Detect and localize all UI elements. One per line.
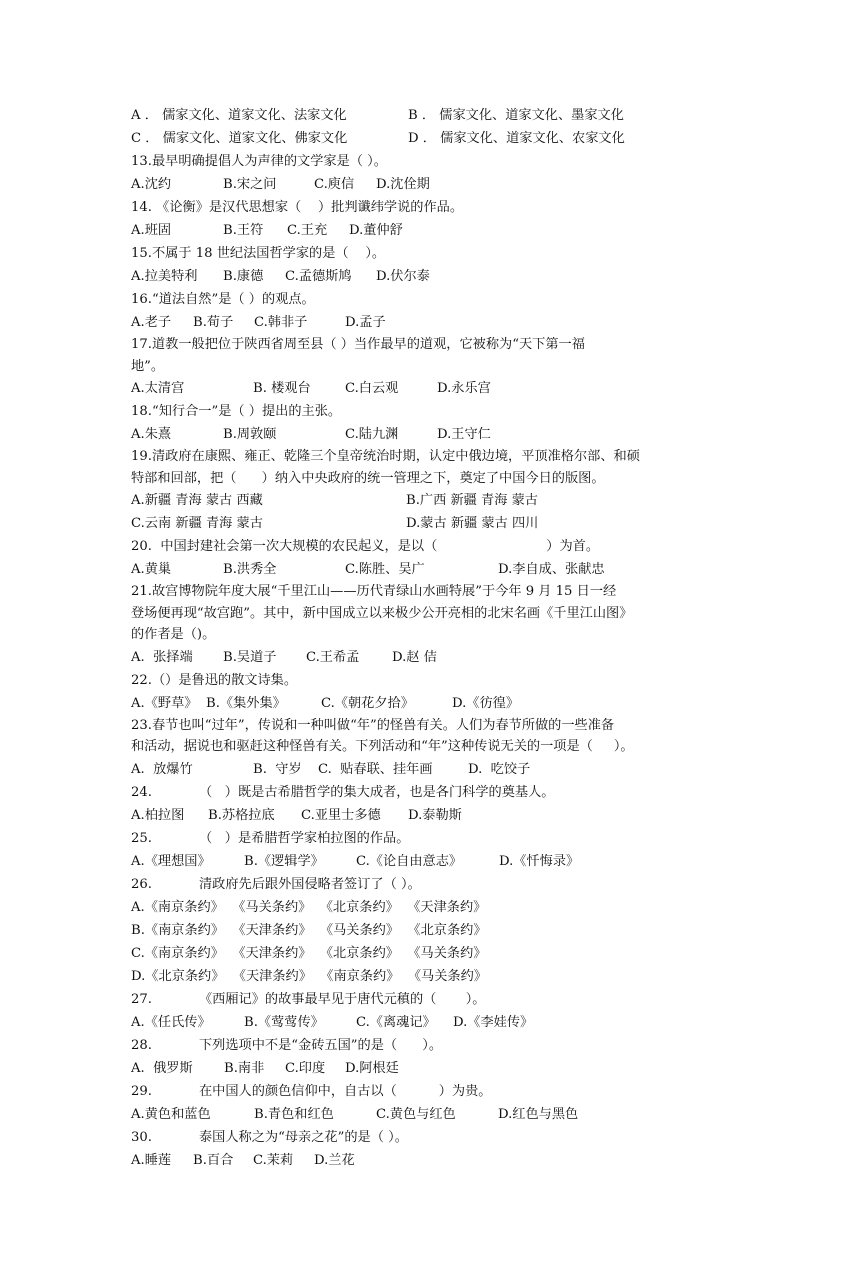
option-c: C.云南 新疆 青海 蒙古: [131, 516, 263, 531]
option-d: D.《忏悔录》: [499, 853, 580, 869]
option-a: A.黄巢: [131, 562, 172, 577]
question-19-options-row-2: [131, 512, 731, 535]
question-text: 泰国人称之为“母亲之花”的是（ ）。: [199, 1129, 408, 1145]
question-29-stem: [131, 1080, 731, 1103]
question-18-options: [131, 423, 731, 446]
question-19-stem-line-1: 19.清政府在康熙、雍正、乾隆三个皇帝统治时期，认定中俄边境，平顶准格尔部、和硕: [131, 449, 640, 464]
question-21-options: [131, 646, 731, 669]
question-22-stem: 22.（）是鲁迅的散文诗集。: [131, 672, 298, 688]
option-d: D.永乐宫: [437, 381, 491, 396]
option-a: A.黄色和蓝色: [131, 1106, 211, 1122]
question-number: 29.: [131, 1083, 152, 1099]
question-16-stem: 16.“道法自然”是（ ）的观点。: [131, 292, 315, 307]
option-a: A ． 儒家文化、道家文化、法家文化: [131, 108, 347, 123]
option-b: B ． 儒家文化、道家文化、墨家文化: [408, 108, 624, 123]
option-c: C.《离魂记》: [356, 1014, 436, 1030]
option-b: B.青色和红色: [254, 1106, 334, 1122]
option-a: A.太清宫: [131, 381, 185, 396]
option-c: C.韩非子: [254, 315, 308, 330]
question-13-stem: 13.最早明确提倡人为声律的文学家是（ ）。: [131, 154, 387, 169]
option-d: D. 吃饺子: [468, 761, 531, 777]
option-b: B.百合: [193, 1152, 234, 1168]
option-c: C.印度: [285, 1060, 326, 1076]
option-d: D.《李娃传》: [453, 1014, 534, 1030]
option-b: B.南非: [224, 1060, 265, 1076]
question-23-stem-line-2: 和活动，据说也和驱赶这种怪兽有关。下列活动和“年”这种传说无关的一项是（ ）。: [131, 739, 634, 754]
option-d: D.蒙古 新疆 蒙古 四川: [406, 516, 539, 531]
question-number: 25.: [131, 830, 152, 846]
option-c: C.茉莉: [253, 1152, 294, 1168]
option-a: A.《野草》: [131, 695, 198, 711]
question-14-stem: 14. 《论衡》是汉代思想家（ ）批判谶纬学说的作品。: [131, 200, 464, 215]
question-17-stem-line-1: 17.道教一般把位于陕西省周至县（ ）当作最早的道观，它被称为“天下第一福: [131, 337, 585, 352]
option-c: C.《论自由意志》: [356, 853, 463, 869]
question-24-stem: [131, 781, 731, 804]
question-text: （ ）既是古希腊哲学的集大成者，也是各门科学的奠基人。: [199, 784, 555, 800]
option-b: B.王符: [223, 223, 264, 238]
option-a: A. 放爆竹: [131, 761, 193, 777]
question-30-options: [131, 1149, 731, 1172]
option-b: B. 守岁: [253, 761, 302, 777]
option-a: A.拉美特利: [131, 269, 198, 284]
option-b: B.苏格拉底: [208, 807, 275, 823]
question-text: 《西厢记》的故事最早见于唐代元稹的（ ）。: [199, 991, 486, 1007]
question-28-options: [131, 1057, 731, 1080]
option-d: D.孟子: [345, 315, 386, 330]
question-20-options: [131, 558, 731, 581]
option-d: D.阿根廷: [345, 1060, 399, 1076]
option-c: C.孟德斯鸠: [285, 269, 352, 284]
question-22-options: [131, 692, 731, 715]
question-26-stem: [131, 873, 731, 896]
option-d: D.兰花: [314, 1152, 355, 1168]
question-text: 清政府先后跟外国侵略者签订了（ ）。: [199, 876, 421, 892]
question-24-options: [131, 804, 731, 827]
option-b: B.吴道子: [223, 649, 277, 665]
option-c: C.《朝花夕拾》: [321, 695, 414, 711]
question-13-options: [131, 173, 731, 196]
option-c: C.庾信: [314, 177, 355, 192]
question-23-options: [131, 758, 731, 781]
option-a: A. 俄罗斯: [131, 1060, 193, 1076]
option-d: D.李自成、张献忠: [498, 562, 605, 577]
prev-options-row-2: [131, 127, 731, 150]
question-number: 30.: [131, 1129, 152, 1145]
option-b: B. 楼观台: [253, 381, 311, 396]
option-d: D.红色与黑色: [498, 1106, 579, 1122]
option-a: A. 张择端: [131, 649, 193, 665]
option-b: B.宋之问: [223, 177, 277, 192]
option-a: A.《任氏传》: [131, 1014, 211, 1030]
question-text: 下列选项中不是“金砖五国”的是（ ）。: [199, 1037, 443, 1053]
question-26-option-b: B.《南京条约》 《天津条约》 《马关条约》 《北京条约》: [131, 922, 487, 938]
question-18-stem: 18.“知行合一”是（ ）提出的主张。: [131, 404, 342, 419]
question-25-options: [131, 850, 731, 873]
question-15-stem: 15.不属于 18 世纪法国哲学家的是（ ）。: [131, 246, 386, 261]
question-27-stem: [131, 988, 731, 1011]
option-b: B.康德: [223, 269, 264, 284]
option-c: C.白云观: [345, 381, 399, 396]
question-text: （ ）是希腊哲学家柏拉图的作品。: [199, 830, 410, 846]
option-d: D.董仲舒: [349, 223, 403, 238]
question-number: 26.: [131, 876, 152, 892]
question-17-stem-line-2: 地”。: [131, 358, 165, 374]
question-20-stem: 20. 中国封建社会第一次大规模的农民起义，是以（ ）为首。: [131, 539, 600, 554]
question-21-stem-line-3: 的作者是（)。: [131, 627, 216, 642]
question-23-stem-line-1: 23.春节也叫“过年”，传说和一种叫做“年”的怪兽有关。人们为春节所做的一些准备: [131, 717, 615, 733]
question-14-options: [131, 219, 731, 242]
option-c: C.陆九渊: [345, 427, 399, 442]
option-a: A.班固: [131, 223, 172, 238]
question-27-options: [131, 1011, 731, 1034]
option-d: D.王守仁: [437, 427, 491, 442]
option-d: D.泰勒斯: [408, 807, 462, 823]
option-d: D.《彷徨》: [452, 695, 520, 711]
question-19-stem-line-2: 特部和回部，把（ ）纳入中央政府的统一管理之下，奠定了中国今日的版图。: [131, 470, 605, 486]
option-c: C.王充: [287, 223, 328, 238]
question-text: 在中国人的颜色信仰中，自古以（ ）为贵。: [199, 1083, 492, 1099]
prev-options-row-1: [131, 104, 731, 127]
option-c: C.亚里士多德: [301, 807, 381, 823]
option-a: A.朱熹: [131, 427, 172, 442]
question-26-option-d: D.《北京条约》 《天津条约》 《南京条约》 《马关条约》: [131, 968, 487, 984]
option-d: D.沈佺期: [376, 177, 430, 192]
option-d: D.伏尔泰: [376, 269, 430, 284]
option-a: A.老子: [131, 315, 172, 330]
option-b: B.广西 新疆 青海 蒙古: [406, 493, 538, 508]
question-29-options: [131, 1103, 731, 1126]
question-number: 28.: [131, 1037, 152, 1053]
option-a: A.《理想国》: [131, 853, 211, 869]
option-c: C.王希孟: [306, 649, 360, 665]
option-c: C.陈胜、吴广: [345, 562, 425, 577]
option-b: B.周敦颐: [223, 427, 277, 442]
option-d: D.赵 佶: [392, 649, 437, 665]
question-30-stem: [131, 1126, 731, 1149]
question-25-stem: [131, 827, 731, 850]
option-b: B.《莺莺传》: [244, 1014, 324, 1030]
exam-page: [131, 104, 731, 1172]
question-17-options: [131, 377, 731, 400]
question-19-options-row-1: [131, 489, 731, 512]
question-21-stem-line-2: 登场便再现“故宫跑”。其中，新中国成立以来极少公开亮相的北宋名画《千里江山图》: [131, 605, 633, 621]
question-26-option-a: A.《南京条约》 《马关条约》 《北京条约》 《天津条约》: [131, 899, 487, 915]
option-b: B.《逻辑学》: [244, 853, 324, 869]
question-16-options: [131, 311, 731, 334]
question-number: 27.: [131, 991, 152, 1007]
option-a: A.柏拉图: [131, 807, 185, 823]
option-a: A.睡莲: [131, 1152, 172, 1168]
question-28-stem: [131, 1034, 731, 1057]
option-c: C.黄色与红色: [376, 1106, 456, 1122]
question-15-options: [131, 265, 731, 288]
option-b: B.洪秀全: [223, 562, 277, 577]
question-21-stem-line-1: 21.故宫博物院年度大展“千里江山——历代青绿山水画特展”于今年 9 月 15 日一经: [131, 584, 617, 599]
question-26-option-c: C.《南京条约》 《天津条约》 《北京条约》 《马关条约》: [131, 945, 487, 961]
option-b: B.《集外集》: [206, 695, 286, 711]
option-a: A.沈约: [131, 177, 172, 192]
option-d: D ． 儒家文化、道家文化、农家文化: [408, 131, 625, 146]
question-number: 24.: [131, 784, 152, 800]
option-b: B.荀子: [193, 315, 234, 330]
option-a: A.新疆 青海 蒙古 西藏: [131, 493, 263, 508]
option-c: C. 贴春联、挂年画: [318, 761, 433, 777]
option-c: C ． 儒家文化、道家文化、佛家文化: [131, 131, 348, 146]
